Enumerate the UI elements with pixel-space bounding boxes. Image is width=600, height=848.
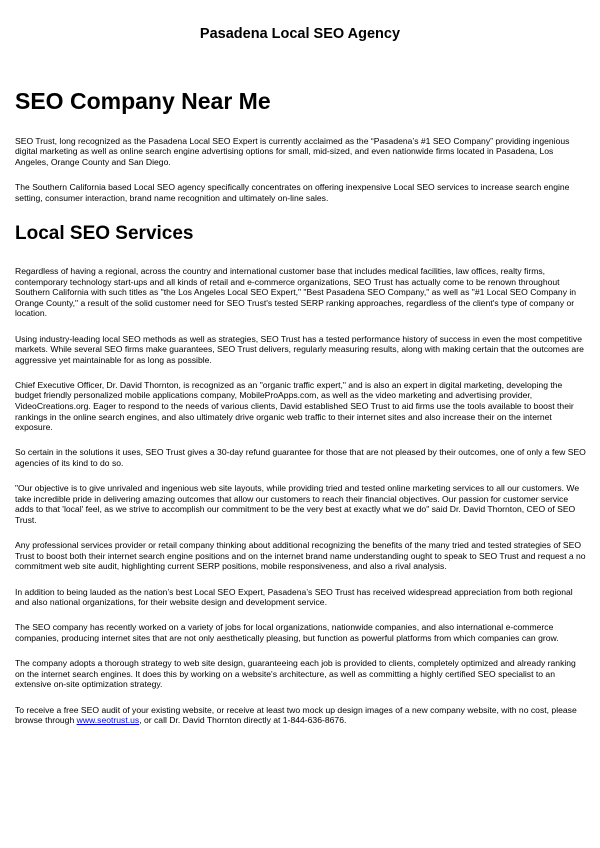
intro-paragraph: SEO Trust, long recognized as the Pasadena Local SEO Expert is currently acclaimed as the “Pasadena’s #1 SEO Company” providing ingenious digital marketing as well as online search engine advertising options for small, mid-sized, and even nationwide firms located in Pasadena, Los Angeles, Orange County and San Diego. (15, 135, 570, 167)
section-paragraph: Any professional services provider or retail company thinking about additional recognizing the benefits of the many tried and tested strategies of SEO Trust to boost both their internet search engine positions and on the internet brand name understanding ought to speak to SEO Trust and request a no commitment web site audit, highlighting current SERP positions, mobile responsiveness, and also a rival analysis. (15, 540, 586, 572)
intro-paragraph: The Southern California based Local SEO agency specifically concentrates on offering inexpensive Local SEO services to increase search engine setting, consumer interaction, brand name recognition and ultimately on-line sales. (15, 181, 570, 203)
section-paragraph: The SEO company has recently worked on a variety of jobs for local organizations, nationwide companies, and also international e-commerce companies, producing internet sites that are not only aesthetically pleasing, but function as powerful platforms from which companies can grow. (15, 622, 559, 643)
final-paragraph-text-before: To receive a free SEO audit of your existing website, or receive at least two mock up design images of a new company website, with no cost, please browse through (15, 704, 577, 726)
document-title: Pasadena Local SEO Agency (199, 26, 401, 42)
document-body (15, 88, 587, 740)
section-paragraph: "Our objective is to give unrivaled and ingenious web site layouts, while providing tried and tested online marketing services to all our customers. We take incredible pride in delivering amazing outcomes that allow our customers to reach their financial objectives. Our passion for customer service adds to that 'local' feel, as we strive to accomplish our commitment to be the very best at exactly what we do" said Dr. David Thornton, CEO of SEO Trust. (15, 483, 580, 526)
section-paragraph: Chief Executive Officer, Dr. David Thornton, is recognized as an "organic traffic expert," and is also an expert in digital marketing, developing the budget friendly personalized mobile applications company, MobileProApps.com, as well as the video marketing and advertising provider, VideoCreations.org. Eager to respond to the needs of various clients, David established SEO Trust to aid firms use the tools available to boost their rankings in the online search engines, and also ultimately drive organic web traffic to their internet sites and also increase their on the internet exposure. (15, 379, 574, 433)
final-paragraph (15, 705, 587, 726)
section-paragraph: Regardless of having a regional, across the country and international customer base that includes medical facilities, law offices, realty firms, contemporary technology start-ups and all kinds of retail and e-commerce organizations, SEO Trust has actually come to be renown throughout Southern California with such titles as "the Los Angeles Local SEO Expert," "Best Pasadena SEO Company," as well as "#1 Local SEO Company in Orange County," a result of the solid customer need for SEO Trust's tested SERP ranking approaches, regardless of the client's type of company or location. (15, 265, 577, 319)
section-paragraph: Using industry-leading local SEO methods as well as strategies, SEO Trust has a tested performance history of success in even the most competitive markets. While several SEO firms make guarantees, SEO Trust delivers, regularly measuring results, along with making certain that the outcomes are aggressive yet maintainable for as long as possible. (15, 333, 584, 365)
section-paragraph: So certain in the solutions it uses, SEO Trust gives a 30-day refund guarantee for those that are not pleased by their outcomes, one of only a few SEO agencies of its kind to do so. (15, 447, 586, 469)
seotrust-link[interactable]: www.seotrust.us (76, 715, 140, 726)
section-paragraph: In addition to being lauded as the nation’s best Local SEO Expert, Pasadena’s SEO Trust has received widespread appreciation from both regional and also national organizations, for their website design and development service. (15, 586, 573, 608)
final-paragraph-text-after: , or call Dr. David Thornton directly at 1-844-636-8676. (139, 715, 347, 726)
main-heading: SEO Company Near Me (15, 88, 271, 114)
section-paragraph: The company adopts a thorough strategy to web site design, guaranteeing each job is provided to clients, completely optimized and already ranking on the internet search engines. It does this by working on a website's architecture, as well as committing a highly certified SEO specialist to an extensive on-site optimization strategy. (15, 658, 576, 690)
section-heading: Local SEO Services (15, 223, 194, 245)
